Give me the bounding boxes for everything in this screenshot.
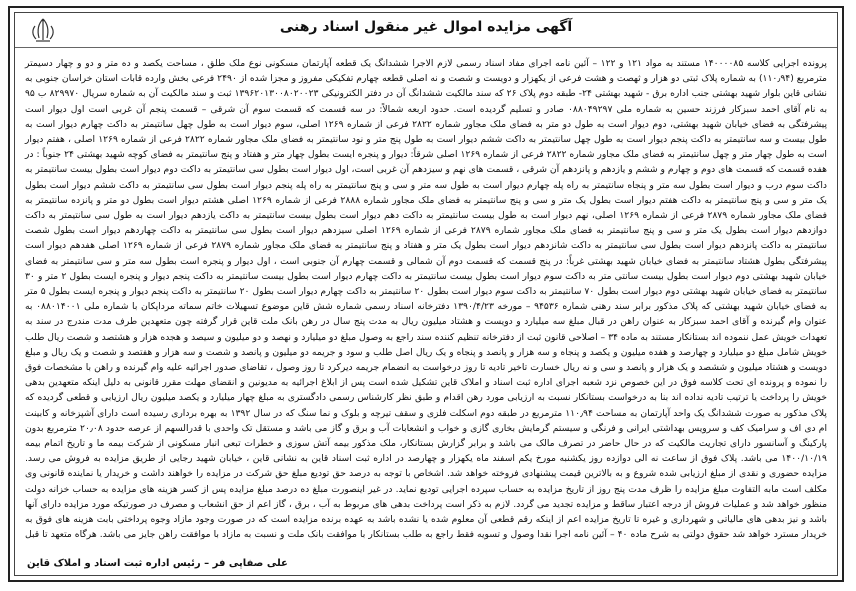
signature-line: علی صفاپی فر – رئیس اداره ثبت اسناد و املاک قاین	[27, 558, 288, 569]
notice-header	[15, 13, 837, 48]
iran-emblem-icon	[23, 16, 63, 46]
notice-body: پرونده اجرایی کلاسه ۱۴۰۰۰۰۸۵ مستند به مواد ۱۲۱ و ۱۲۲ – آئین نامه اجرای مفاد اسناد رسمی لازم الاجرا ششدانگ یک قطعه آپارتمان مسکونی نوع ملک طلق ، مساحت یکصد و ده متر و دو و چهار دسیمتر مترمربع (۱۱۰٫۹۴) به شماره پلاک ثبتی دو هزار و ثهصت و هشت فرعی از یکهزار و دویست و شصت و نه اصلی قطعه چهارم تفکیکی مفروز و مجزا شده از ۲۴۹۰ فرعی بخش وارده قابات استان خراسان جنوبی به نشانی قاین بلوار شهید بهشتی جنب اداره برق - شهید بهشتی ۲۴- طبقه دوم پلاک ۲۶ که سند مالکیت ششدانگ آن در دفتر الکترونیکی ۱۳۹۶۲۰۱۳۰۰۸۰۲۰۰۲۳ ثبت و سند مالکیت آن به شماره سریال ۸۲۹۹۷۰ ب ۹۵ به نام آقای احمد سبزکار فرزند حسین به شماره ملی ۰۸۸۰۴۹۲۹۷ صادر و تسلیم گردیده است. حدود اربعه شمالاً: در سه قسمت که قسمت سوم آن شرقی – قسمت پنجم آن غربی است اول دیوار است پیشرفتگی به فضای خیابان شهید بهشتی، دوم دیوار است به طول دو متر به فضای ملک مجاور شماره ۲۸۲۲ فرعی از شماره ۱۲۶۹ اصلی، سوم دیوار است به طول چهل سانتیمتر به داکت چهارم دیوار است به طول بیست و سه سانتیمتر به داکت پنجم دیوار است به طول چهل سانتیمتر به داکت ششم دیوار است به طول پنج متر و نود سانتیمتر به فضای ملک مجاور شماره ۲۸۲۲ فرعی از شماره ۱۲۶۹ اصلی ، هفتم دیوار است به طول چهار متر و چهل سانتیمتر به فضای ملک مجاور شماره ۲۸۲۲ فرعی از شماره ۱۲۶۹ اصلی شرقاً: دیوار و پنجره ایست بطول چهار متر و هفتاد و پنج سانتیمتر به فضای کوچه شهید بهشتی ۲۴ جنوباً : در هفده قسمت که قسمت های دوم و چهارم و ششم و یازدهم و پانزدهم آن شرقی ، قسمت های نهم و سیزدهم آن غربی است، اول دیوار است بطول سی سانتیمتر به داکت دوم دیوار است بطول بیست سانتیمتر به داکت سوم درب و دیوار است بطول سه متر و پنجاه سانتیمتر به راه پله چهارم دیوار است به طول سه متر و سی و پنج سانتیمتر به راه پله پنجم دیوار است بطول سی سانتیمتر به داکت ششم دیوار است بطول یک متر و سی و پنج سانتیمتر به داکت هفتم دیوار است بطول یک متر و سی و پنج سانتیمتر به فضای ملک مجاور شماره ۲۸۸۸ فرعی از شماره ۱۲۶۹ اصلی هشتم دیوار است بطول دو متر و پانزده سانتیمتر به فضای ملک مجاور شماره ۲۸۷۹ فرعی از شماره ۱۲۶۹ اصلی، نهم دیوار است به طول بیست سانتیمتر به داکت دهم دیوار است بطول بیست سانتیمتر به داکت یازدهم دیوار است به طول سی سانتیمتر به داکت دوازدهم دیوار است بطول یک متر و سی و پنج سانتیمتر به فضای ملک مجاور شماره ۲۸۷۹ فرعی از شماره ۱۲۶۹ اصلی سیزدهم دیوار است بطول سی سانتیمتر به داکت چهاردهم دیوار است بطول شصت سانتیمتر به داکت پانزدهم دیوار است بطول سی سانتیمتر به داکت شانزدهم دیوار است بطول یک متر و هفتاد و پنج سانتیمتر به فضای ملک مجاور شماره ۲۸۷۹ فرعی از شماره ۱۲۶۹ اصلی هفدهم دیوار است پیشرفتگی بطول هشتاد سانتیمتر به فضای خیابان شهید بهشتی غرباً: در پنج قسمت که قسمت دوم آن شمالی و قسمت چهارم آن جنوبی است ، اول دیوار و پنجره است بطول سه متر و سی سانتیمتر به فضای خیابان شهید بهشتی دوم دیوار است بطول بیست سانتی متر به داکت سوم دیوار است بطول بیست سانتیمتر به داکت چهارم دیوار است بطول بیست سانتیمتر به داکت پنجم دیوار و پنجره ایست بطول ۲ متر و ۳۰ سانتیمتر به فضای خیابان شهید بهشتی دوم دیوار است بطول ۷۰ سانتیمتر به داکت سوم دیوار است بطول ۲۰ سانتیمتر به داکت چهارم دیوار است بطول ۲۰ سانتیمتر به داکت پنجم دیوار و پنجره ایست بطول ۵ متر به فضای خیابان شهید بهشتی که پلاک مذکور برابر سند رهنی شماره ۹۴۵۳۶ – مورخه ۱۳۹۰/۴/۲۳ دفترخانه اسناد رسمی شماره شش قاین موضوع تسهیلات خاتم سماته مرداپکان با شماره ملی ۰۸۸۰۱۴۰۰۱ به عنوان وام گیرنده و آقای احمد سبزکار به عنوان راهن در قبال مبلغ سه میلیارد و دویست و هشتاد میلیون ریال به مدت پنج سال در رهن بانک ملت قاین قرار گرفته چون متعهدین طرف مدت مندرج در سند به تعهدات خویش عمل ننموده اند بستانکار مستند به ماده ۳۴ – اصلاحی قانون ثبت از دفترخانه تنظیم کننده سند راجع به وصول مبلغ دو میلیارد و نهصد و دو میلیون و سیصد و هجده هزار و هشتصد و شصت ریال طلب خویش شامل مبلغ دو میلیارد و چهارصد و هفده میلیون و یکصد و پنجاه و سه هزار و پانصد و پنجاه و یک ریال اصل طلب و سود و جریمه دو میلیون و پانصد و شصت و سه هزار و هفتصد و شصت و یک ریال و مبلغ دویست و هشتاد میلیون و ششصد و یک هزار و پانصد و سی و نه ریال خسارت تاخیر تادیه تا روز درخواست به انضمام جریمه دیرکرد تا روز وصول ، تقاضای صدور اجرائیه علیه وام گیرنده و راهن با مشخصات فوق را نموده و پرونده ای تحت کلاسه فوق در این خصوص نزد شعبه اجرای اداره ثبت اسناد و املاک قاین تشکیل شده است پس از ابلاغ اجرائیه به مدیونین و انقضای مهلت مقرر قانونی به دلیل اینکه متعهدین بدهی خویش را پرداخت یا ترتیب تادیه نداده اند بنا به درخواست بستانکار نسبت به ارزیابی مورد رهن اقدام و طبق نظر کارشناس رسمی دادگستری به مبلغ چهار میلیارد و یکصد میلیون ریال ارزیابی و قطعی گردیده که پلاک مذکور به صورت ششدانگ یک واحد آپارتمان به مساحت ۱۱۰٫۹۴ مترمربع در طبقه دوم اسکلت فلزی و سقف تیرچه و بلوک و نما سنگ که در سال ۱۳۹۲ به بهره برداری رسیده است دارای آشپزخانه و کابینت ام دی اف و سرامیک کف و سرویس بهداشتی ایرانی و فرنگی و سیستم گرمایش بخاری گازی و خواب و انشعابات آب و برق و گاز می باشد و مستقل تک واحدی با قدرالسهم از عرصه حدود ۲۰٫۰۸ مترمربع بدون پارکینگ و آسانسور دارای تجاریت مالکیت که در حال حاضر در تصرف مالک می باشد و برابر گزارش بستانکار، ملک مذکور بیمه آتش سوزی و خطرات تبعی انبار مسکونی از شرکت بیمه ما و تاریخ اتمام بیمه ۱۴۰۰/۱۰/۱۹ می باشد. پلاک فوق از ساعت نه الی دوازده روز یکشنبه مورخ یکم اسفند ماه یکهزار و چهارصد در اداره ثبت اسناد قاین به نشانی قاین ، خیابان شهید رجایی از طریق مزایده به فروش می رسد. مزایده حضوری و نقدی از مبلغ ارزیابی شده شروع و به بالاترین قیمت پیشنهادی فروخته خواهد شد. اشخاص با توجه به درصد حق تودیع مبلغ حق شرکت در مزایده را خواهند داشت و خریدار یا نماینده قانونی وی مکلف است مابه التفاوت مبلغ مزایده را ظرف مدت پنج روز از تاریخ مزایده به حساب سپرده اجرایی تودیع نماید. در غیر اینصورت مبلغ ده درصد مبلغ مزایده پس از کسر هزینه های مزایده به حساب خزانه دولت منظور خواهد شد و عملیات فروش از درجه اعتبار ساقط و مزایده تجدید می گردد. لازم به ذکر است پرداخت بدهی های مربوط به آب ، برق ، گاز اعم از حق انشعاب و مصرف در صورتیکه مورد مزایده دارای آنها باشد و نیز بدهی های مالیاتی و شهرداری و غیره تا تاریخ مزایده اعم از اینکه رقم قطعی آن معلوم شده یا نشده باشد به عهده برنده مزایده است که در صورت وجود مازاد وجوه پرداختی بابت هزینه های فوق به خریدار مسترد خواهد شد حقوق دولتی به شرح ماده ۴۰ – آئین نامه اجرا نقدا وصول و تسویه فقط راجع به طلب بستانکار با موافقت بانک ملت و نسبت به مازاد با موافقت راهن جایز می باشد. هرگاه متعهد تا قبل	[25, 58, 828, 541]
notice-frame	[8, 6, 844, 582]
notice-inner-border	[14, 12, 838, 576]
notice-title: آگهی مزایده اموال غیر منقول اسناد رهنی	[279, 19, 573, 35]
